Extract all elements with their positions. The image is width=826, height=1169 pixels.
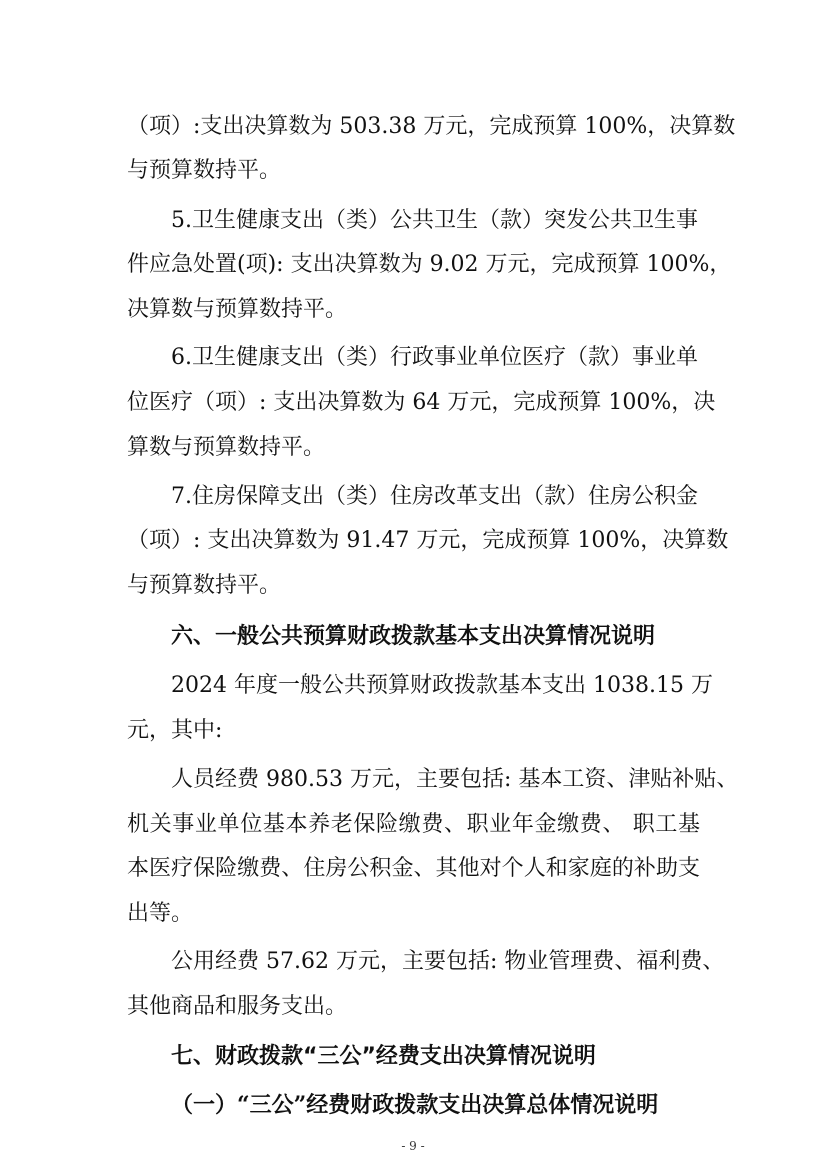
public-expense-line: 公用经费 57.62 万元，主要包括: 物业管理费、福利费、 [171,949,725,974]
body-line: 与预算数持平。 [127,158,282,183]
page-number: - 9 - [401,1139,425,1153]
personnel-expense-line: 出等。 [127,901,194,926]
public-expense-line: 其他商品和服务支出。 [127,994,348,1019]
section-heading-6: 六、一般公共预算财政拨款基本支出决算情况说明 [171,624,656,649]
list-item-7-line: 7.住房保障支出（类）住房改革支出（款）住房公积金 [171,484,698,509]
body-line: 元，其中: [127,718,223,743]
list-item-5-line: 决算数与预算数持平。 [127,297,348,322]
personnel-expense-line: 人员经费 980.53 万元，主要包括: 基本工资、津贴补贴、 [171,767,739,792]
personnel-expense-line: 机关事业单位基本养老保险缴费、职业年金缴费、 职工基 [127,812,700,837]
list-item-5-line: 5.卫生健康支出（类）公共卫生（款）突发公共卫生事 [171,208,698,233]
personnel-expense-line: 本医疗保险缴费、住房公积金、其他对个人和家庭的补助支 [127,856,700,881]
list-item-5-line: 件应急处置(项): 支出决算数为 9.02 万元，完成预算 100%， [127,252,732,277]
section-heading-7: 七、财政拨款“三公”经费支出决算情况说明 [171,1044,596,1069]
list-item-7-line: 与预算数持平。 [127,573,282,598]
subsection-heading-1: （一）“三公”经费财政拨款支出决算总体情况说明 [171,1092,659,1118]
list-item-6-line: 算数与预算数持平。 [127,435,326,460]
body-line: （项）:支出决算数为 503.38 万元，完成预算 100%，决算数 [127,114,736,139]
list-item-6-line: 6.卫生健康支出（类）行政事业单位医疗（款）事业单 [171,345,698,370]
list-item-7-line: （项）: 支出决算数为 91.47 万元，完成预算 100%，决算数 [127,528,729,553]
body-line: 2024 年度一般公共预算财政拨款基本支出 1038.15 万 [171,673,713,698]
list-item-6-line: 位医疗（项）: 支出决算数为 64 万元，完成预算 100%，决 [127,390,716,415]
